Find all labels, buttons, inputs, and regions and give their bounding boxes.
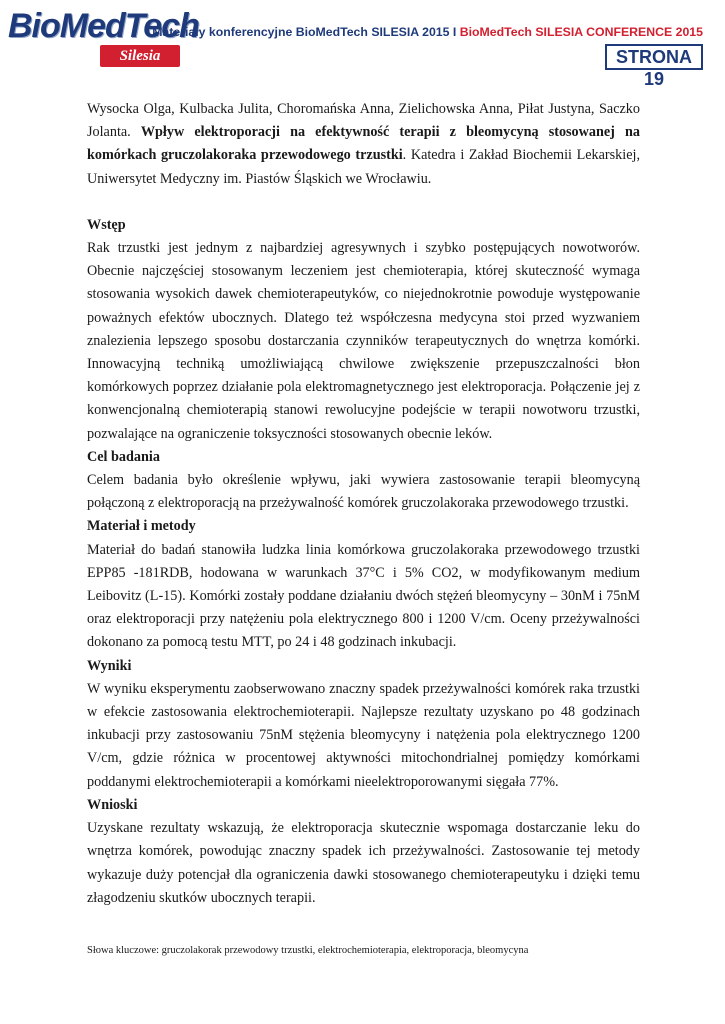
authors-paragraph [87, 98, 640, 191]
page-number-box: STRONA 19 [605, 44, 703, 70]
section-text-wyniki: W wyniku eksperymentu zaobserwowano znaczny spadek przeżywalności komórek raka trzustki w efekcie zastosowania elektrochemioterapii. Najlepsze rezultaty uzyskano po 48 godzinach inkubacji przy zastosowaniu 75nM stężenia bleomycyny i natężenia pola elektrycznego 1200 V/cm, gdzie różnica w procentowej aktywności mitochondrialnej pomiędzy komórkami poddanymi elektrochemioterapii a komórkami nieelektroporowanymi sięgała 77%. [87, 680, 640, 790]
keywords-footer: Słowa kluczowe: gruczolakorak przewodowy trzustki, elektrochemioterapia, elektroporacja, bleomycyna [87, 945, 529, 956]
affiliation: . Katedra i Zakład Biochemii Lekarskiej, Uniwersytet Medyczny im. Piastów Śląskich we Wrocławiu. [87, 147, 640, 187]
conference-title-pl: Materiały konferencyjne BioMedTech SILESIA 2015 [152, 25, 450, 39]
section-heading-wnioski: Wnioski [87, 796, 138, 813]
section-heading-cel: Cel badania [87, 448, 160, 465]
section-heading-wstep: Wstęp [87, 216, 126, 233]
header-separator: I [452, 25, 457, 39]
biomedtech-logo [8, 7, 199, 70]
article-title: Wpływ elektroporacji na efektywność terapii z bleomycyną stosowanej na komórkach gruczolakoraka przewodowego trzustki [87, 124, 641, 164]
section-text-wstep: Rak trzustki jest jednym z najbardziej agresywnych i szybko postępujących nowotworów. Obecnie najczęściej stosowanym leczeniem jest chemioterapia, której skuteczność wymaga stosowania wysokich dawek chemioterapeutyków, co niejednokrotnie powoduje występowanie poważnych efektów ubocznych. Dlatego też współczesna medycyna stoi przed wyzwaniem znalezienia lepszego sposobu dostarczania czynników terapeutycznych do wnętrza komórki. Innowacyjną techniką umożliwiającą chwilowe zwiększenie przepuszczalności błon komórkowych poprzez działanie pola elektromagnetycznego jest elektroporacja. Połączenie jej z konwencjonalną chemioterapią stanowi rewolucyjne podejście w terapii nowotworu trzustki, pozwalające na ograniczenie toksyczności stosowanych obecnie leków. [87, 240, 640, 442]
conference-header [152, 25, 703, 39]
conference-title-en: BioMedTech SILESIA CONFERENCE 2015 [459, 25, 703, 39]
abstract-body [87, 98, 640, 910]
section-text-wnioski: Uzyskane rezultaty wskazują, że elektroporacja skutecznie wspomaga dostarczanie leku do wnętrza komórek, powodując znaczny spadek ich przeżywalności. Zastosowanie tej metody wykazuje duży potencjał dla ograniczenia dawki stosowanego chemioterapeutyku i dzięki temu złagodzeniu skutków ubocznych terapii. [87, 820, 640, 906]
logo-silesia-badge: Silesia [100, 45, 180, 67]
section-heading-metody: Materiał i metody [87, 518, 196, 535]
section-text-metody: Materiał do badań stanowiła ludzka linia komórkowa gruczolakoraka przewodowego trzustki EPP85 -181RDB, hodowana w warunkach 37°C i 5% CO2, w modyfikowanym medium Leibovitz (L-15). Komórki zostały poddane działaniu dwóch stężeń bleomycyny – 30nM i 75nM oraz elektroporacji przy natężeniu pola elektrycznego 800 i 1200 V/cm. Oceny przeżywalności dokonano za pomocą testu MTT, po 24 i 48 godzinach inkubacji. [87, 541, 640, 651]
logo-wordmark: BioMedTech [8, 7, 199, 45]
authors: Wysocka Olga, Kulbacka Julita, Choromańska Anna, Zielichowska Anna, Piłat Justyna, Saczko Jolanta. [87, 101, 640, 141]
section-heading-wyniki: Wyniki [87, 657, 132, 674]
section-text-cel: Celem badania było określenie wpływu, jaki wywiera zastosowanie terapii bleomycyną połączoną z elektroporacją na przeżywalność komórek gruczolakoraka przewodowego trzustki. [87, 472, 640, 512]
